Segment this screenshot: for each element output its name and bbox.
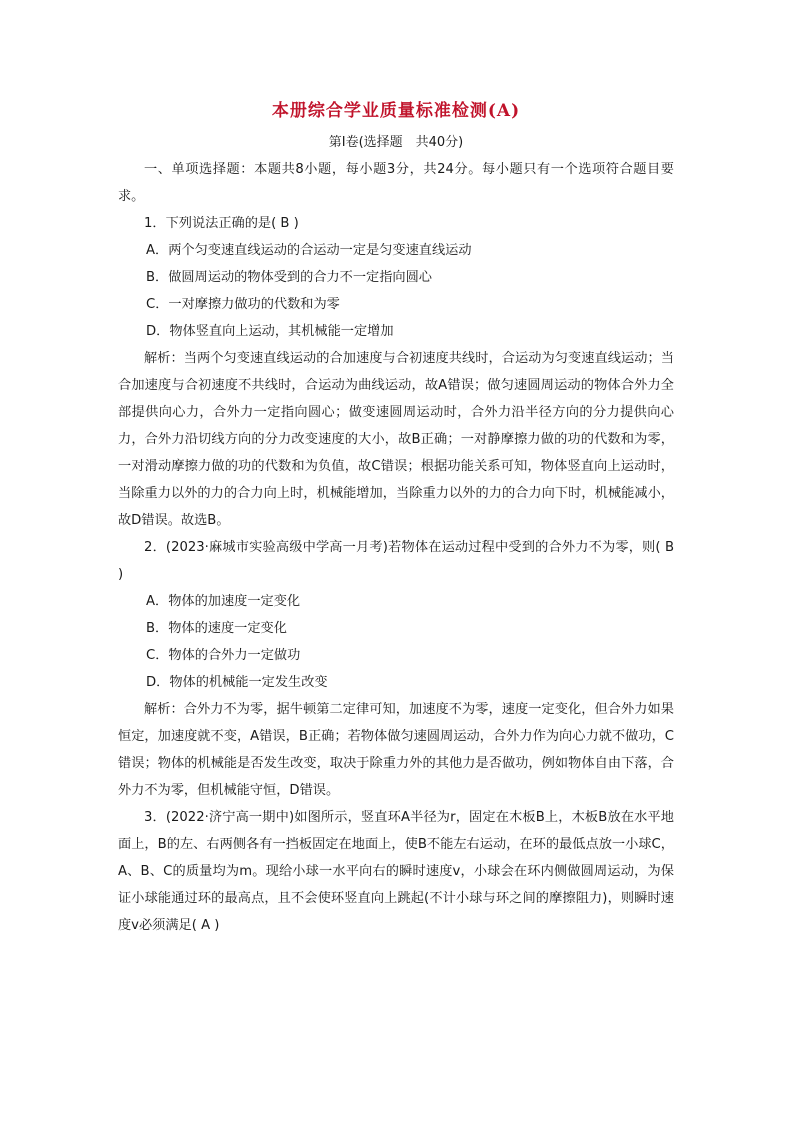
question-1-option-a: A．两个匀变速直线运动的合运动一定是匀变速直线运动	[146, 243, 472, 258]
question-1-stem: 1．下列说法正确的是( B )	[144, 216, 299, 231]
section-subtitle: 第Ⅰ卷(选择题 共40分)	[328, 135, 464, 150]
document-page	[118, 96, 674, 939]
question-2-option-a: A．物体的加速度一定变化	[146, 594, 301, 609]
section-intro: 一、单项选择题：本题共8小题，每小题3分，共24分。每小题只有一个选项符合题目要求。	[118, 162, 674, 204]
question-1-option-b: B．做圆周运动的物体受到的合力不一定指向圆心	[146, 270, 432, 285]
document-title: 本册综合学业质量标准检测(A)	[271, 101, 521, 121]
question-2-stem: 2．(2023·麻城市实验高级中学高一月考)若物体在运动过程中受到的合外力不为零，则( B )	[118, 540, 674, 582]
question-1-option-c: C．一对摩擦力做功的代数和为零	[146, 297, 340, 312]
question-1-option-d: D．物体竖直向上运动，其机械能一定增加	[146, 324, 394, 339]
question-2-analysis: 解析：合外力不为零，据牛顿第二定律可知，加速度不为零，速度一定变化，但合外力如果恒定，加速度就不变，A错误，B正确；若物体做匀速圆周运动，合外力作为向心力就不做功，C错误；物体的机械能是否发生改变，取决于除重力外的其他力是否做功，例如物体自由下落，合外力不为零，但机械能守恒，D错误。	[118, 702, 674, 798]
question-2-option-c: C．物体的合外力一定做功	[146, 648, 301, 663]
question-1-analysis: 解析：当两个匀变速直线运动的合加速度与合初速度共线时，合运动为匀变速直线运动；当合加速度与合初速度不共线时，合运动为曲线运动，故A错误；做匀速圆周运动的物体合外力全部提供向心力，合外力一定指向圆心；做变速圆周运动时，合外力沿半径方向的分力提供向心力，合外力沿切线方向的分力改变速度的大小，故B正确；一对静摩擦力做的功的代数和为零，一对滑动摩擦力做的功的代数和为负值，故C错误；根据功能关系可知，物体竖直向上运动时，当除重力以外的力的合力向上时，机械能增加，当除重力以外的力的合力向下时，机械能减小，故D错误。故选B。	[118, 351, 674, 528]
question-2-option-b: B．物体的速度一定变化	[146, 621, 287, 636]
question-3-stem: 3．(2022·济宁高一期中)如图所示，竖直环A半径为r，固定在木板B上，木板B放在水平地面上，B的左、右两侧各有一挡板固定在地面上，使B不能左右运动，在环的最低点放一小球C，A、B、C的质量均为m。现给小球一水平向右的瞬时速度v，小球会在环内侧做圆周运动，为保证小球能通过环的最高点，且不会使环竖直向上跳起(不计小球与环之间的摩擦阻力)，则瞬时速度v必须满足( A )	[118, 810, 674, 933]
question-2-option-d: D．物体的机械能一定发生改变	[146, 675, 328, 690]
